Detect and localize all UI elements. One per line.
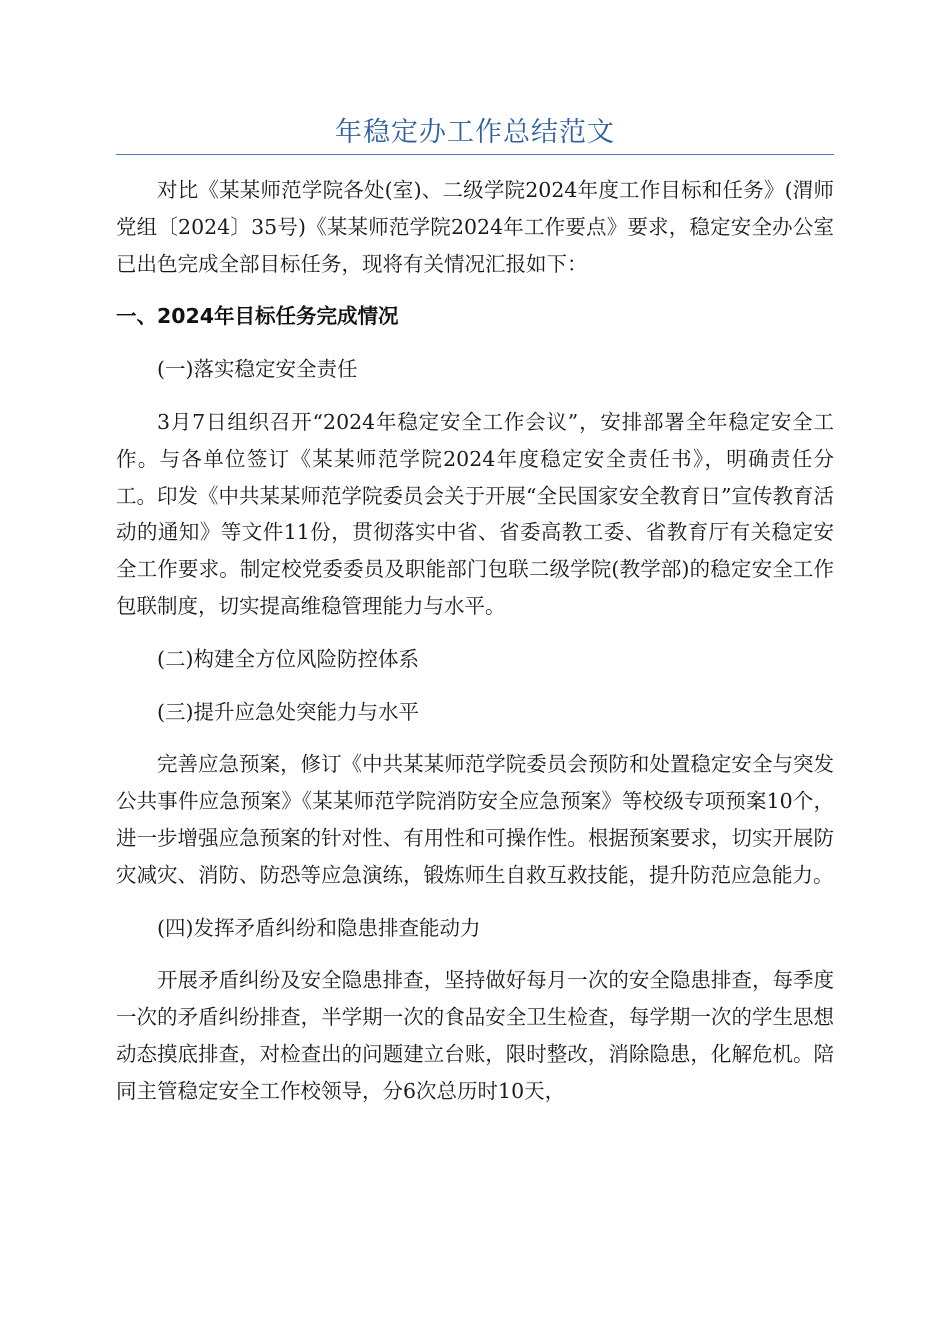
subsection-heading-1: (一)落实稳定安全责任 [157,357,358,382]
section-heading-1: 一、2024年目标任务完成情况 [116,304,399,329]
title-underline [116,154,834,155]
document-body [116,172,834,1110]
subsection-3-paragraph: 完善应急预案，修订《中共某某师范学院委员会预防和处置稳定安全与突发公共事件应急预案》《某某师范学院消防安全应急预案》等校级专项预案10个，进一步增强应急预案的针对性、有用性和可操作性。根据预案要求，切实开展防灾减灾、消防、防恐等应急演练，锻炼师生自救互救技能，提升防范应急能力。 [116,752,834,887]
subsection-heading-4: (四)发挥矛盾纠纷和隐患排查能动力 [157,915,481,940]
subsection-4-paragraph: 开展矛盾纠纷及安全隐患排查，坚持做好每月一次的安全隐患排查，每季度一次的矛盾纠纷排查，半学期一次的食品安全卫生检查，每学期一次的学生思想动态摸底排查，对检查出的问题建立台账，限时整改，消除隐患，化解危机。陪同主管稳定安全工作校领导，分6次总历时10天， [116,968,834,1103]
subsection-heading-2: (二)构建全方位风险防控体系 [157,646,419,671]
document-title: 年稳定办工作总结范文 [335,117,615,148]
subsection-1-paragraph: 3月7日组织召开“2024年稳定安全工作会议”，安排部署全年稳定安全工作。与各单位签订《某某师范学院2024年度稳定安全责任书》，明确责任分工。印发《中共某某师范学院委员会关于开展“全民国家安全教育日”宣传教育活动的通知》等文件11份，贯彻落实中省、省委高教工委、省教育厅有关稳定安全工作要求。制定校党委委员及职能部门包联二级学院(教学部)的稳定安全工作包联制度，切实提高维稳管理能力与水平。 [116,409,834,618]
intro-paragraph: 对比《某某师范学院各处(室)、二级学院2024年度工作目标和任务》(渭师党组〔2024〕35号)《某某师范学院2024年工作要点》要求，稳定安全办公室已出色完成全部目标任务，现将有关情况汇报如下： [116,178,834,276]
subsection-heading-3: (三)提升应急处突能力与水平 [157,699,419,724]
